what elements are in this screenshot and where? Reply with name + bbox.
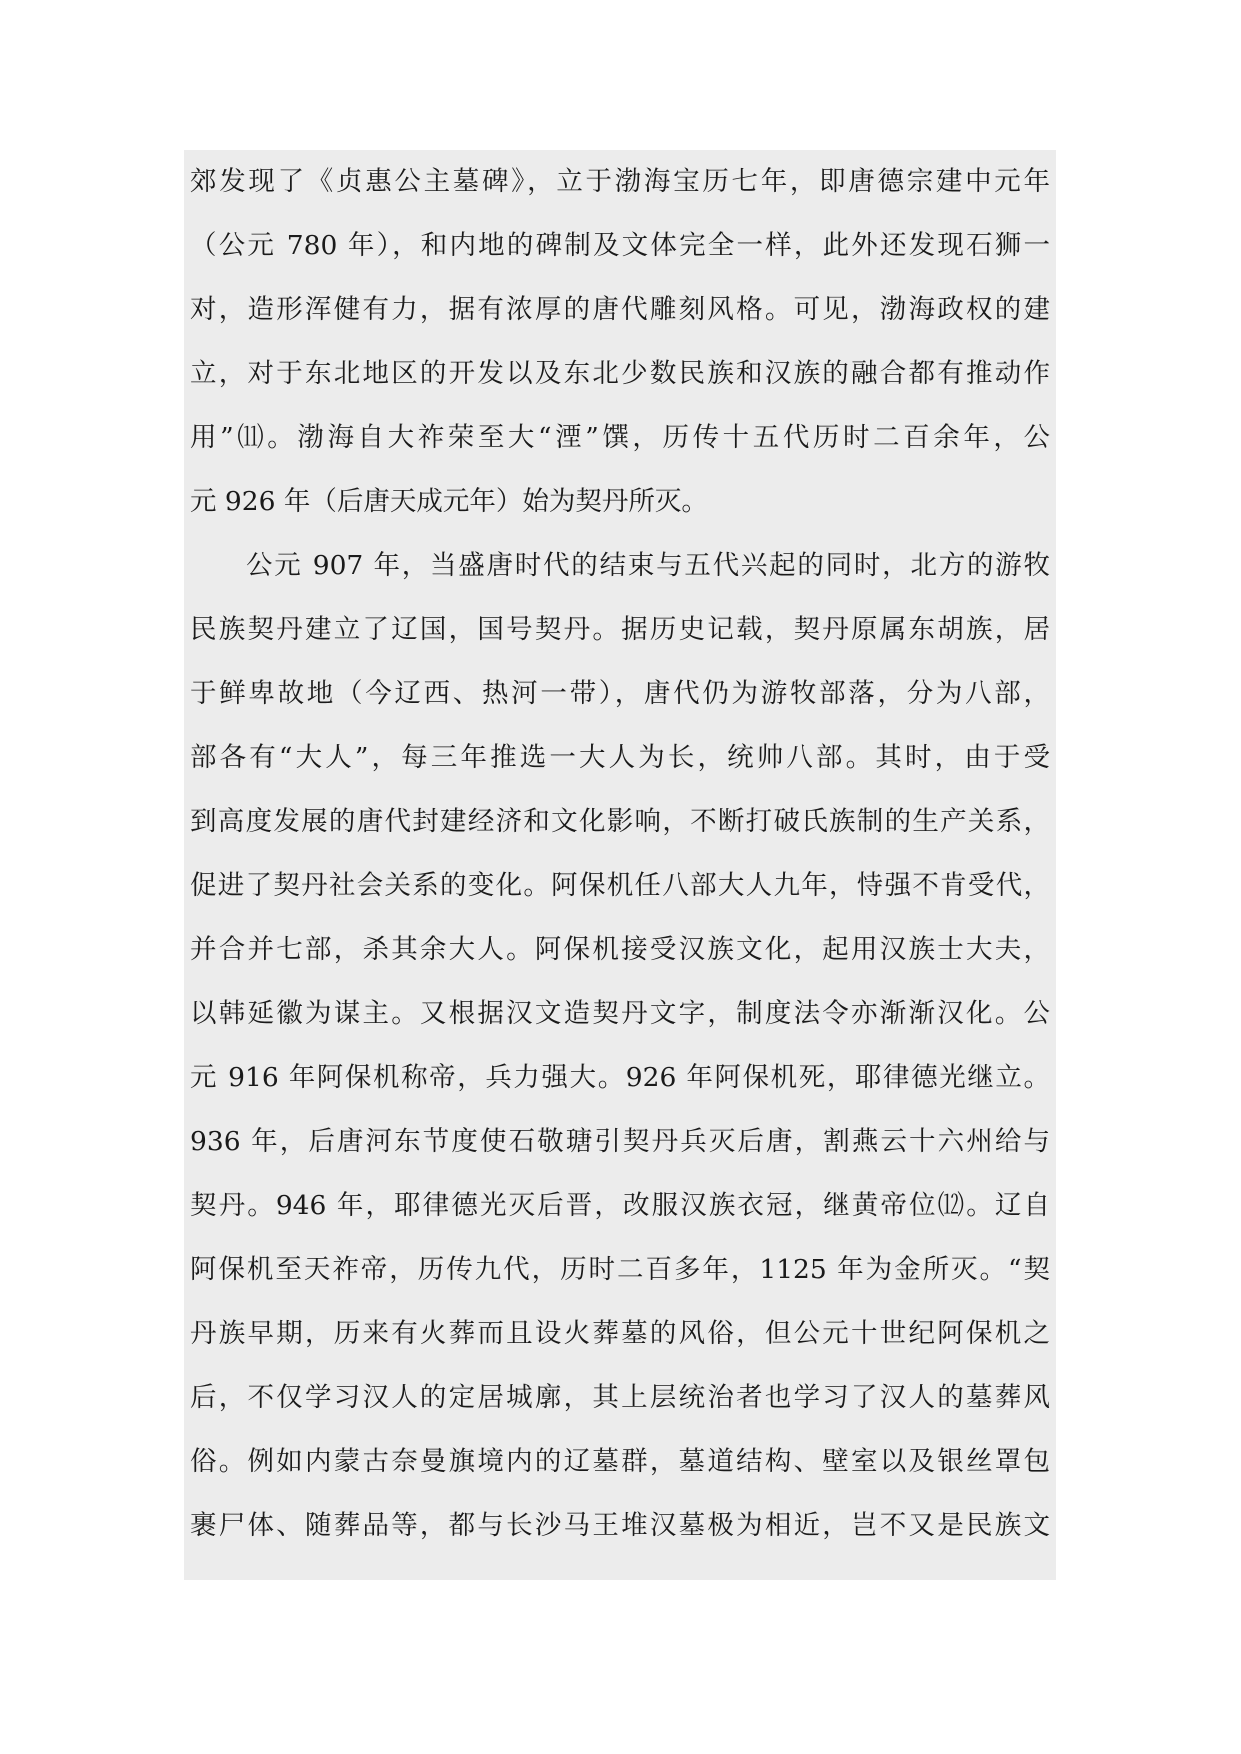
text-line: 元 926 年（后唐天成元年）始为契丹所灭。 [190, 486, 708, 517]
text-line: 立，对于东北地区的开发以及东北少数民族和汉族的融合都有推动作 [190, 358, 1050, 389]
text-line: 后，不仅学习汉人的定居城廓，其上层统治者也学习了汉人的墓葬风 [190, 1382, 1050, 1413]
text-line: 于鲜卑故地（今辽西、热河一带），唐代仍为游牧部落，分为八部， [190, 678, 1050, 709]
text-line: 936 年，后唐河东节度使石敬瑭引契丹兵灭后唐，割燕云十六州给与 [190, 1126, 1050, 1157]
text-block [184, 150, 1056, 1580]
paragraph-first-line: 公元 907 年，当盛唐时代的结束与五代兴起的同时，北方的游牧 [246, 550, 1050, 581]
text-line: 丹族早期，历来有火葬而且设火葬墓的风俗，但公元十世纪阿保机之 [190, 1318, 1050, 1349]
text-line: 用”⑾。渤海自大祚荣至大“湮”馔，历传十五代历时二百余年，公 [190, 422, 1050, 453]
text-line: 民族契丹建立了辽国，国号契丹。据历史记载，契丹原属东胡族，居 [190, 614, 1050, 645]
text-line: 元 916 年阿保机称帝，兵力强大。926 年阿保机死，耶律德光继立。 [190, 1062, 1050, 1093]
text-line: 郊发现了《贞惠公主墓碑》，立于渤海宝历七年，即唐德宗建中元年 [190, 166, 1050, 197]
text-line: （公元 780 年），和内地的碑制及文体完全一样，此外还发现石狮一 [190, 230, 1050, 261]
text-line: 阿保机至天祚帝，历传九代，历时二百多年，1125 年为金所灭。“契 [190, 1254, 1050, 1285]
text-line: 对，造形浑健有力，据有浓厚的唐代雕刻风格。可见，渤海政权的建 [190, 294, 1050, 325]
text-line: 契丹。946 年，耶律德光灭后晋，改服汉族衣冠，继黄帝位⑿。辽自 [190, 1190, 1050, 1221]
text-line: 俗。例如内蒙古奈曼旗境内的辽墓群，墓道结构、壁室以及银丝罩包 [190, 1446, 1050, 1477]
text-line: 促进了契丹社会关系的变化。阿保机任八部大人九年，恃强不肯受代， [190, 870, 1050, 901]
text-line: 裹尸体、随葬品等，都与长沙马王堆汉墓极为相近，岂不又是民族文 [190, 1510, 1050, 1541]
text-line: 到高度发展的唐代封建经济和文化影响，不断打破氏族制的生产关系， [190, 806, 1050, 837]
text-line: 部各有“大人”，每三年推选一大人为长，统帅八部。其时，由于受 [190, 742, 1050, 773]
text-line: 以韩延徽为谋主。又根据汉文造契丹文字，制度法令亦渐渐汉化。公 [190, 998, 1050, 1029]
text-line: 并合并七部，杀其余大人。阿保机接受汉族文化，起用汉族士大夫， [190, 934, 1050, 965]
